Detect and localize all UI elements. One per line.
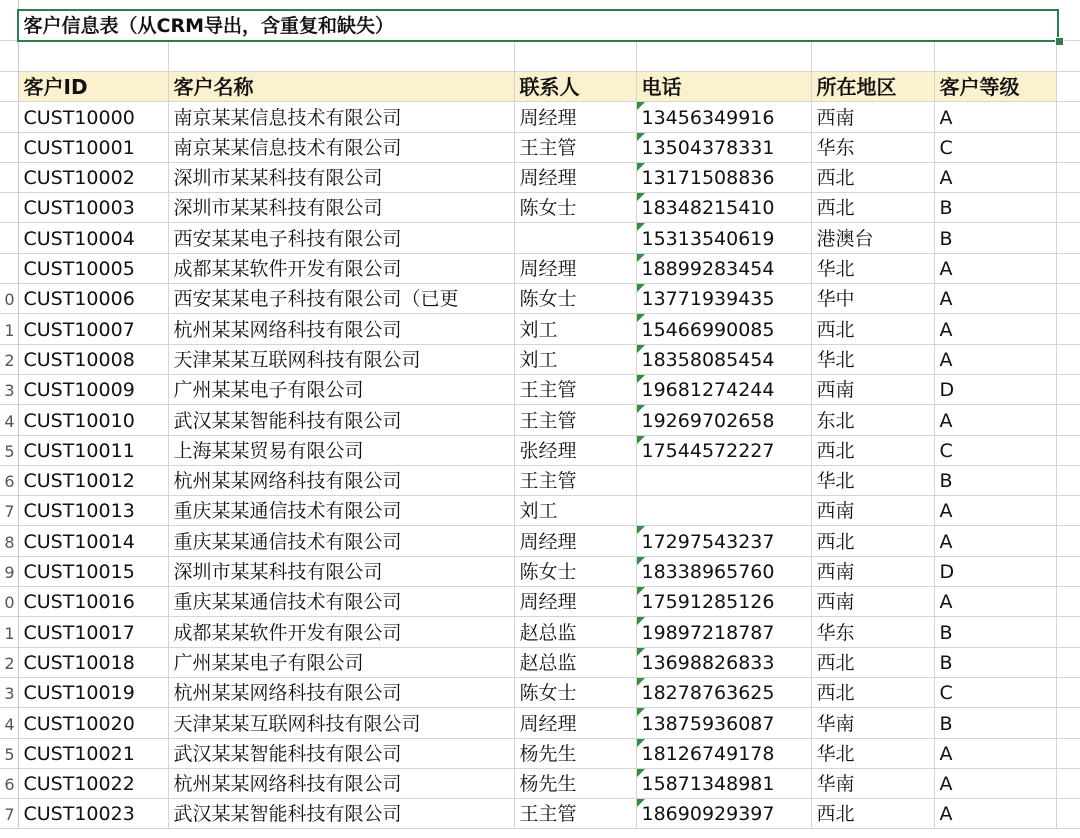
cell-region[interactable]: 西北 (811, 162, 934, 192)
table-row (0, 223, 1080, 253)
cell-level[interactable]: C (934, 677, 1056, 707)
table-row (0, 526, 1080, 556)
empty-cell[interactable] (1056, 344, 1080, 374)
cell-customer-name[interactable]: 武汉某某智能科技有限公司 (168, 799, 514, 829)
empty-cell[interactable] (1056, 647, 1080, 677)
header-cell-phone[interactable]: 电话 (636, 72, 811, 102)
table-row (0, 344, 1080, 374)
cell-contact[interactable] (514, 223, 636, 253)
cell-customer-id[interactable]: CUST10015 (18, 556, 168, 586)
empty-cell[interactable] (1056, 617, 1080, 647)
row-number[interactable] (0, 72, 18, 102)
cell-level[interactable]: A (934, 102, 1056, 132)
sheet-title-cell[interactable]: 客户信息表（从CRM导出，含重复和缺失） (18, 0, 1080, 41)
cell-level[interactable]: B (934, 223, 1056, 253)
cell-customer-name[interactable]: 杭州某某网络科技有限公司 (168, 314, 514, 344)
table-row (0, 496, 1080, 526)
cell-customer-id[interactable]: CUST10021 (18, 738, 168, 768)
cell-customer-id[interactable]: CUST10008 (18, 344, 168, 374)
empty-cell[interactable] (1056, 102, 1080, 132)
cell-customer-name[interactable]: 南京某某信息技术有限公司 (168, 132, 514, 162)
cell-customer-name[interactable]: 杭州某某网络科技有限公司 (168, 465, 514, 495)
cell-contact[interactable]: 陈女士 (514, 556, 636, 586)
cell-customer-id[interactable]: CUST10009 (18, 374, 168, 404)
empty-cell[interactable] (934, 41, 1056, 72)
cell-phone[interactable]: 15313540619 (636, 223, 811, 253)
row-number[interactable]: 9 (0, 556, 18, 586)
cell-phone[interactable]: 18126749178 (636, 738, 811, 768)
cell-region[interactable]: 华北 (811, 253, 934, 283)
cell-customer-id[interactable]: CUST10000 (18, 102, 168, 132)
cell-region[interactable]: 西南 (811, 496, 934, 526)
empty-cell[interactable] (1056, 738, 1080, 768)
header-cell-level[interactable]: 客户等级 (934, 72, 1056, 102)
cell-customer-id[interactable]: CUST10001 (18, 132, 168, 162)
empty-cell[interactable] (1056, 708, 1080, 738)
cell-phone[interactable]: 13698826833 (636, 647, 811, 677)
row-number[interactable]: 1 (0, 617, 18, 647)
row-number[interactable]: 5 (0, 738, 18, 768)
cell-customer-id[interactable]: CUST10003 (18, 193, 168, 223)
empty-cell[interactable] (1056, 556, 1080, 586)
cell-customer-name[interactable]: 天津某某互联网科技有限公司 (168, 708, 514, 738)
cell-phone[interactable]: 13504378331 (636, 132, 811, 162)
row-number[interactable]: 3 (0, 677, 18, 707)
cell-region[interactable]: 华北 (811, 465, 934, 495)
cell-region[interactable]: 西北 (811, 647, 934, 677)
table-row (0, 587, 1080, 617)
row-number[interactable]: 3 (0, 374, 18, 404)
table-row (0, 374, 1080, 404)
empty-cell[interactable] (1056, 768, 1080, 798)
table-row (0, 799, 1080, 829)
cell-customer-id[interactable]: CUST10017 (18, 617, 168, 647)
cell-level[interactable]: A (934, 799, 1056, 829)
cell-customer-id[interactable]: CUST10006 (18, 284, 168, 314)
row-number[interactable]: 0 (0, 284, 18, 314)
cell-customer-id[interactable]: CUST10014 (18, 526, 168, 556)
row-number[interactable]: 4 (0, 405, 18, 435)
cell-customer-id[interactable]: CUST10012 (18, 465, 168, 495)
empty-cell[interactable] (1056, 132, 1080, 162)
cell-region[interactable]: 华东 (811, 132, 934, 162)
cell-customer-name[interactable]: 武汉某某智能科技有限公司 (168, 738, 514, 768)
cell-customer-name[interactable]: 成都某某软件开发有限公司 (168, 617, 514, 647)
cell-level[interactable]: A (934, 253, 1056, 283)
cell-level[interactable]: A (934, 587, 1056, 617)
cell-customer-id[interactable]: CUST10023 (18, 799, 168, 829)
cell-contact[interactable]: 刘工 (514, 344, 636, 374)
cell-level[interactable]: A (934, 284, 1056, 314)
row-number[interactable]: 2 (0, 647, 18, 677)
table-row (0, 708, 1080, 738)
row-number[interactable] (0, 41, 18, 72)
cell-phone[interactable]: 13875936087 (636, 708, 811, 738)
header-cell-region[interactable]: 所在地区 (811, 72, 934, 102)
cell-level[interactable]: A (934, 738, 1056, 768)
cell-contact[interactable]: 杨先生 (514, 768, 636, 798)
row-number[interactable]: 2 (0, 344, 18, 374)
empty-cell[interactable] (168, 41, 514, 72)
cell-region[interactable]: 西南 (811, 374, 934, 404)
row-number[interactable]: 1 (0, 314, 18, 344)
cell-phone[interactable]: 18358085454 (636, 344, 811, 374)
cell-customer-id[interactable]: CUST10019 (18, 677, 168, 707)
table-row (0, 768, 1080, 798)
empty-cell[interactable] (1056, 587, 1080, 617)
cell-phone[interactable]: 17544572227 (636, 435, 811, 465)
table-row (0, 253, 1080, 283)
cell-contact[interactable]: 周经理 (514, 708, 636, 738)
cell-customer-name[interactable]: 深圳市某某科技有限公司 (168, 162, 514, 192)
cell-phone[interactable] (636, 496, 811, 526)
cell-phone[interactable]: 17297543237 (636, 526, 811, 556)
cell-region[interactable]: 华南 (811, 708, 934, 738)
empty-cell[interactable] (1056, 496, 1080, 526)
empty-cell[interactable] (1056, 374, 1080, 404)
cell-contact[interactable]: 杨先生 (514, 738, 636, 768)
row-number[interactable] (0, 102, 18, 132)
cell-contact[interactable]: 张经理 (514, 435, 636, 465)
row-number[interactable]: 5 (0, 435, 18, 465)
table-row (0, 465, 1080, 495)
cell-customer-name[interactable]: 南京某某信息技术有限公司 (168, 102, 514, 132)
fill-handle[interactable] (1055, 37, 1064, 46)
cell-region[interactable]: 西南 (811, 587, 934, 617)
empty-cell[interactable] (1056, 314, 1080, 344)
table-row (0, 738, 1080, 768)
cell-region[interactable]: 西北 (811, 435, 934, 465)
cell-region[interactable]: 港澳台 (811, 223, 934, 253)
cell-contact[interactable]: 陈女士 (514, 284, 636, 314)
cell-phone[interactable]: 18899283454 (636, 253, 811, 283)
cell-phone[interactable]: 13771939435 (636, 284, 811, 314)
cell-region[interactable]: 华中 (811, 284, 934, 314)
row-number[interactable] (0, 0, 18, 41)
cell-level[interactable]: C (934, 435, 1056, 465)
cell-phone[interactable]: 13171508836 (636, 162, 811, 192)
cell-contact[interactable]: 王主管 (514, 132, 636, 162)
cell-region[interactable]: 西北 (811, 526, 934, 556)
cell-customer-id[interactable]: CUST10005 (18, 253, 168, 283)
cell-customer-id[interactable]: CUST10004 (18, 223, 168, 253)
cell-phone[interactable]: 18278763625 (636, 677, 811, 707)
cell-contact[interactable]: 周经理 (514, 162, 636, 192)
empty-cell[interactable] (811, 41, 934, 72)
cell-region[interactable]: 西北 (811, 677, 934, 707)
cell-customer-id[interactable]: CUST10020 (18, 708, 168, 738)
row-number[interactable] (0, 253, 18, 283)
cell-contact[interactable]: 周经理 (514, 102, 636, 132)
cell-customer-id[interactable]: CUST10016 (18, 587, 168, 617)
cell-customer-name[interactable]: 杭州某某网络科技有限公司 (168, 677, 514, 707)
table-row (0, 102, 1080, 132)
row-number[interactable]: 6 (0, 465, 18, 495)
cell-contact[interactable]: 赵总监 (514, 647, 636, 677)
row-number[interactable]: 4 (0, 708, 18, 738)
cell-customer-id[interactable]: CUST10018 (18, 647, 168, 677)
table-row (0, 556, 1080, 586)
row-number[interactable]: 6 (0, 768, 18, 798)
row-number[interactable]: 0 (0, 587, 18, 617)
cell-customer-name[interactable]: 深圳市某某科技有限公司 (168, 193, 514, 223)
empty-cell[interactable] (1056, 72, 1080, 102)
cell-phone[interactable]: 18348215410 (636, 193, 811, 223)
table-row (0, 132, 1080, 162)
cell-phone[interactable]: 19681274244 (636, 374, 811, 404)
empty-cell[interactable] (1056, 465, 1080, 495)
cell-customer-id[interactable]: CUST10022 (18, 768, 168, 798)
table-row (0, 435, 1080, 465)
cell-customer-name[interactable]: 武汉某某智能科技有限公司 (168, 405, 514, 435)
header-cell-customer-name[interactable]: 客户名称 (168, 72, 514, 102)
cell-level[interactable]: A (934, 162, 1056, 192)
row-number[interactable] (0, 193, 18, 223)
row-number[interactable] (0, 223, 18, 253)
row-number[interactable]: 8 (0, 526, 18, 556)
cell-level[interactable]: B (934, 708, 1056, 738)
table-row (0, 617, 1080, 647)
empty-cell[interactable] (514, 41, 636, 72)
cell-level[interactable]: A (934, 314, 1056, 344)
cell-phone[interactable]: 13456349916 (636, 102, 811, 132)
empty-cell[interactable] (636, 41, 811, 72)
cell-contact[interactable]: 王主管 (514, 405, 636, 435)
cell-level[interactable]: B (934, 465, 1056, 495)
cell-region[interactable]: 西北 (811, 314, 934, 344)
cell-phone[interactable]: 15871348981 (636, 768, 811, 798)
cell-phone[interactable]: 19897218787 (636, 617, 811, 647)
cell-customer-name[interactable]: 杭州某某网络科技有限公司 (168, 768, 514, 798)
cell-region[interactable]: 西南 (811, 102, 934, 132)
table-row (0, 647, 1080, 677)
cell-level[interactable]: A (934, 496, 1056, 526)
cell-customer-name[interactable]: 重庆某某通信技术有限公司 (168, 496, 514, 526)
table-row (0, 314, 1080, 344)
row-number[interactable] (0, 132, 18, 162)
cell-contact[interactable]: 王主管 (514, 465, 636, 495)
cell-contact[interactable]: 刘工 (514, 314, 636, 344)
row-number[interactable]: 7 (0, 496, 18, 526)
cell-customer-name[interactable]: 上海某某贸易有限公司 (168, 435, 514, 465)
cell-phone[interactable]: 19269702658 (636, 405, 811, 435)
table-row (0, 284, 1080, 314)
cell-level[interactable]: B (934, 647, 1056, 677)
cell-region[interactable]: 华北 (811, 344, 934, 374)
cell-contact[interactable]: 赵总监 (514, 617, 636, 647)
table-row (0, 405, 1080, 435)
header-cell-contact[interactable]: 联系人 (514, 72, 636, 102)
empty-cell[interactable] (1056, 223, 1080, 253)
header-row (0, 72, 1080, 102)
cell-customer-name[interactable]: 广州某某电子有限公司 (168, 374, 514, 404)
cell-level[interactable]: D (934, 556, 1056, 586)
table-row (0, 193, 1080, 223)
empty-cell[interactable] (18, 41, 168, 72)
cell-region[interactable]: 西北 (811, 193, 934, 223)
cell-customer-id[interactable]: CUST10007 (18, 314, 168, 344)
cell-customer-id[interactable]: CUST10011 (18, 435, 168, 465)
empty-cell[interactable] (1056, 162, 1080, 192)
table-row (0, 162, 1080, 192)
cell-contact[interactable]: 周经理 (514, 526, 636, 556)
cell-region[interactable]: 华南 (811, 768, 934, 798)
empty-cell[interactable] (1056, 193, 1080, 223)
cell-customer-name[interactable]: 天津某某互联网科技有限公司 (168, 344, 514, 374)
cell-phone[interactable]: 17591285126 (636, 587, 811, 617)
cell-customer-name[interactable]: 广州某某电子有限公司 (168, 647, 514, 677)
cell-contact[interactable]: 王主管 (514, 374, 636, 404)
cell-region[interactable]: 东北 (811, 405, 934, 435)
empty-cell[interactable] (1056, 435, 1080, 465)
cell-region[interactable]: 西南 (811, 556, 934, 586)
empty-cell[interactable] (1056, 284, 1080, 314)
empty-cell[interactable] (1056, 677, 1080, 707)
cell-customer-name[interactable]: 重庆某某通信技术有限公司 (168, 587, 514, 617)
cell-contact[interactable]: 陈女士 (514, 193, 636, 223)
blank-row (0, 41, 1080, 72)
header-cell-customer-id[interactable]: 客户ID (18, 72, 168, 102)
empty-cell[interactable] (1056, 526, 1080, 556)
cell-level[interactable]: A (934, 768, 1056, 798)
cell-level[interactable]: C (934, 132, 1056, 162)
cell-contact[interactable]: 周经理 (514, 587, 636, 617)
cell-customer-name[interactable]: 重庆某某通信技术有限公司 (168, 526, 514, 556)
cell-region[interactable]: 西北 (811, 799, 934, 829)
cell-customer-name[interactable]: 西安某某电子科技有限公司 (168, 223, 514, 253)
cell-contact[interactable]: 周经理 (514, 253, 636, 283)
title-row (0, 0, 1080, 41)
row-number[interactable] (0, 162, 18, 192)
cell-customer-name[interactable]: 深圳市某某科技有限公司 (168, 556, 514, 586)
cell-contact[interactable]: 陈女士 (514, 677, 636, 707)
cell-customer-id[interactable]: CUST10010 (18, 405, 168, 435)
cell-level[interactable]: B (934, 617, 1056, 647)
cell-contact[interactable]: 王主管 (514, 799, 636, 829)
cell-phone[interactable]: 18338965760 (636, 556, 811, 586)
cell-phone[interactable] (636, 465, 811, 495)
cell-level[interactable]: B (934, 193, 1056, 223)
cell-region[interactable]: 华北 (811, 738, 934, 768)
cell-contact[interactable]: 刘工 (514, 496, 636, 526)
empty-cell[interactable] (1056, 799, 1080, 829)
cell-customer-name[interactable]: 西安某某电子科技有限公司（已更 (168, 284, 514, 314)
cell-level[interactable]: D (934, 374, 1056, 404)
cell-level[interactable]: A (934, 526, 1056, 556)
row-number[interactable]: 7 (0, 799, 18, 829)
cell-phone[interactable]: 18690929397 (636, 799, 811, 829)
table-row (0, 677, 1080, 707)
cell-customer-id[interactable]: CUST10002 (18, 162, 168, 192)
cell-region[interactable]: 华东 (811, 617, 934, 647)
cell-customer-id[interactable]: CUST10013 (18, 496, 168, 526)
cell-customer-name[interactable]: 成都某某软件开发有限公司 (168, 253, 514, 283)
empty-cell[interactable] (1056, 253, 1080, 283)
cell-level[interactable]: A (934, 344, 1056, 374)
cell-phone[interactable]: 15466990085 (636, 314, 811, 344)
cell-level[interactable]: A (934, 405, 1056, 435)
empty-cell[interactable] (1056, 405, 1080, 435)
